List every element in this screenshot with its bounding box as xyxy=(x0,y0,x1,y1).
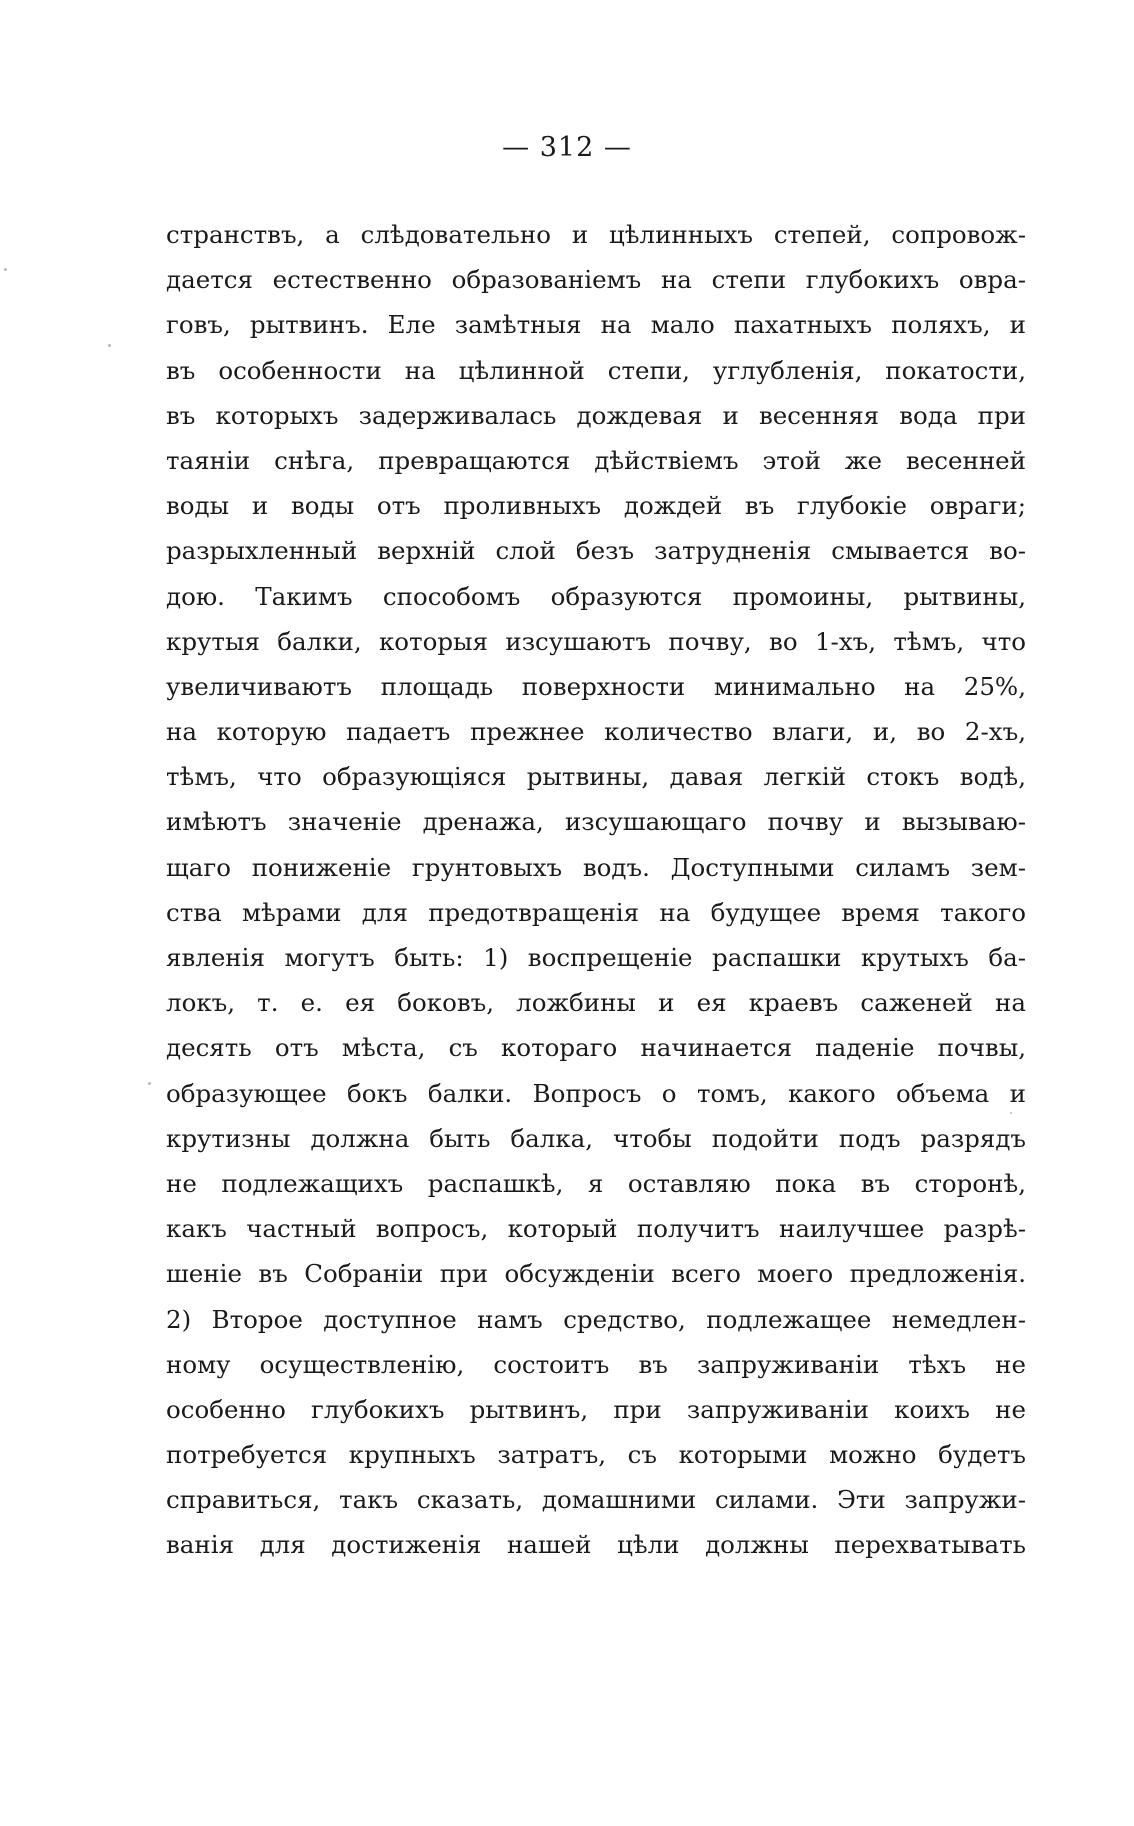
text-line: 2) Второе доступное намъ средство, подлежащее немедлен- xyxy=(166,1304,1026,1334)
text-line: крутизны должна быть балка, чтобы подойти подъ разрядъ xyxy=(166,1123,1026,1153)
text-line: явленія могутъ быть: 1) воспрещеніе распашки крутыхъ ба- xyxy=(166,943,1026,972)
text-line: крутыя балки, которыя изсушаютъ почву, во 1-хъ, тѣмъ, что xyxy=(166,626,1026,656)
text-line: щаго пониженіе грунтовыхъ водъ. Доступными силамъ зем- xyxy=(166,852,1026,882)
text-line: справиться, такъ сказать, домашними силами. Эти запружи- xyxy=(166,1485,1026,1515)
text-line: странствъ, а слѣдовательно и цѣлинныхъ степей, сопровож- xyxy=(166,220,1026,249)
text-line: говъ, рытвинъ. Еле замѣтныя на мало пахатныхъ поляхъ, и xyxy=(166,310,1026,340)
text-line: какъ частный вопросъ, который получитъ наилучшее разрѣ- xyxy=(166,1214,1026,1244)
text-line: на которую падаетъ прежнее количество влаги, и, во 2-хъ, xyxy=(166,717,1026,747)
text-line: увеличиваютъ площадь поверхности минимально на 25%, xyxy=(166,671,1026,701)
scan-speck xyxy=(4,268,7,271)
page-number: — 312 — xyxy=(502,132,632,163)
text-line: локъ, т. е. ея боковъ, ложбины и ея краевъ саженей на xyxy=(166,988,1026,1018)
text-line: воды и воды отъ проливныхъ дождей въ глубокіе овраги; xyxy=(166,491,1026,521)
text-line: въ особенности на цѣлинной степи, углубленія, покатости, xyxy=(166,355,1026,385)
scan-speck xyxy=(148,1082,151,1085)
text-line: въ которыхъ задерживалась дождевая и весенняя вода при xyxy=(166,400,1026,430)
text-line: десять отъ мѣста, съ котораго начинается паденіе почвы, xyxy=(166,1033,1026,1063)
text-line: разрыхленный верхній слой безъ затрудненія смывается во- xyxy=(166,536,1026,566)
text-line: образующее бокъ балки. Вопросъ о томъ, какого объема и xyxy=(166,1078,1026,1108)
body-text xyxy=(166,212,1026,1568)
text-line: дается естественно образованіемъ на степи глубокихъ овра- xyxy=(166,265,1026,295)
text-line: имѣютъ значеніе дренажа, изсушающаго почву и вызываю- xyxy=(166,807,1026,837)
text-line: дою. Такимъ способомъ образуются промоины, рытвины, xyxy=(166,581,1026,611)
text-line: особенно глубокихъ рытвинъ, при запруживаніи коихъ не xyxy=(166,1394,1026,1424)
scan-speck xyxy=(1010,1112,1012,1114)
text-line: таяніи снѣга, превращаются дѣйствіемъ этой же весенней xyxy=(166,445,1026,475)
text-line: ванія для достиженія нашей цѣли должны перехватывать xyxy=(166,1530,1026,1560)
text-line: ства мѣрами для предотвращенія на будущее время такого xyxy=(166,897,1026,927)
text-line: не подлежащихъ распашкѣ, я оставляю пока въ сторонѣ, xyxy=(166,1168,1026,1198)
text-line: тѣмъ, что образующіяся рытвины, давая легкій стокъ водѣ, xyxy=(166,762,1026,792)
text-line: ному осуществленію, состоитъ въ запруживаніи тѣхъ не xyxy=(166,1349,1026,1379)
text-line: шеніе въ Собраніи при обсужденіи всего моего предложенія. xyxy=(166,1259,1026,1289)
text-line: потребуется крупныхъ затратъ, съ которыми можно будетъ xyxy=(166,1440,1026,1470)
scan-speck xyxy=(108,344,111,347)
